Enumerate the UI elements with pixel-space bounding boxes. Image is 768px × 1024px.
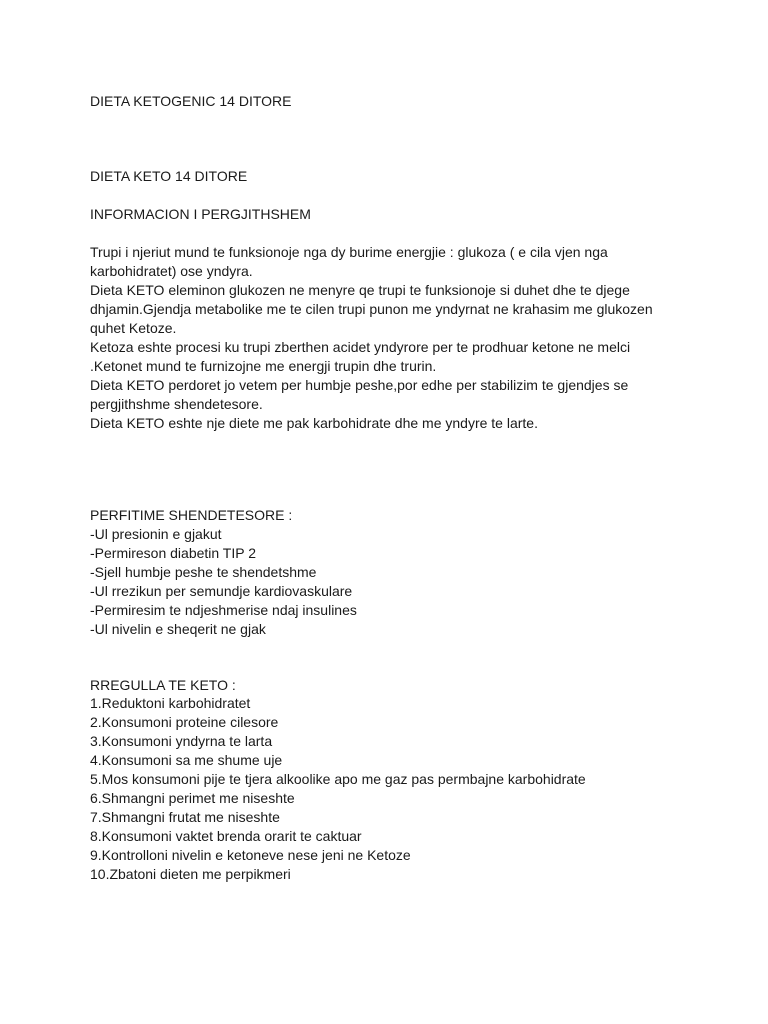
info-line: dhjamin.Gjendja metabolike me te cilen trupi punon me yndyrnat ne krahasim me glukozen <box>90 301 653 317</box>
benefits-heading: PERFITIME SHENDETESORE : <box>90 507 293 523</box>
list-item: -Permireson diabetin TIP 2 <box>90 545 257 561</box>
list-item: -Permiresim te ndjeshmerise ndaj insulines <box>90 602 357 618</box>
rules-list <box>90 694 586 884</box>
document-subtitle: DIETA KETO 14 DITORE <box>90 168 248 184</box>
document-title: DIETA KETOGENIC 14 DITORE <box>90 93 292 109</box>
list-item: 3.Konsumoni yndyrna te larta <box>90 733 273 749</box>
info-line: karbohidratet) ose yndyra. <box>90 263 253 279</box>
list-item: 10.Zbatoni dieten me perpikmeri <box>90 866 291 882</box>
list-item: 2.Konsumoni proteine cilesore <box>90 714 279 730</box>
info-paragraph <box>90 243 653 433</box>
benefits-list <box>90 525 357 639</box>
list-item: 5.Mos konsumoni pije te tjera alkoolike apo me gaz pas permbajne karbohidrate <box>90 771 586 787</box>
info-line: .Ketonet mund te furnizojne me energji trupin dhe trurin. <box>90 358 437 374</box>
info-line: pergjithshme shendetesore. <box>90 396 263 412</box>
list-item: 4.Konsumoni sa me shume uje <box>90 752 283 768</box>
info-line: Dieta KETO perdoret jo vetem per humbje peshe,por edhe per stabilizim te gjendjes se <box>90 377 629 393</box>
info-heading: INFORMACION I PERGJITHSHEM <box>90 206 311 222</box>
list-item: 8.Konsumoni vaktet brenda orarit te caktuar <box>90 828 362 844</box>
list-item: 1.Reduktoni karbohidratet <box>90 695 251 711</box>
info-line: Trupi i njeriut mund te funksionoje nga dy burime energjie : glukoza ( e cila vjen nga <box>90 244 608 260</box>
list-item: -Ul rrezikun per semundje kardiovaskulare <box>90 583 353 599</box>
list-item: 7.Shmangni frutat me niseshte <box>90 809 280 825</box>
list-item: -Ul nivelin e sheqerit ne gjak <box>90 621 266 637</box>
list-item: 9.Kontrolloni nivelin e ketoneve nese jeni ne Ketoze <box>90 847 411 863</box>
info-line: Dieta KETO eleminon glukozen ne menyre qe trupi te funksionoje si duhet dhe te djege <box>90 282 630 298</box>
list-item: -Sjell humbje peshe te shendetshme <box>90 564 317 580</box>
list-item: -Ul presionin e gjakut <box>90 526 222 542</box>
rules-heading: RREGULLA TE KETO : <box>90 677 236 693</box>
info-line: Ketoza eshte procesi ku trupi zberthen acidet yndyrore per te prodhuar ketone ne melci <box>90 339 631 355</box>
list-item: 6.Shmangni perimet me niseshte <box>90 790 295 806</box>
info-line: quhet Ketoze. <box>90 320 177 336</box>
info-line: Dieta KETO eshte nje diete me pak karbohidrate dhe me yndyre te larte. <box>90 415 538 431</box>
